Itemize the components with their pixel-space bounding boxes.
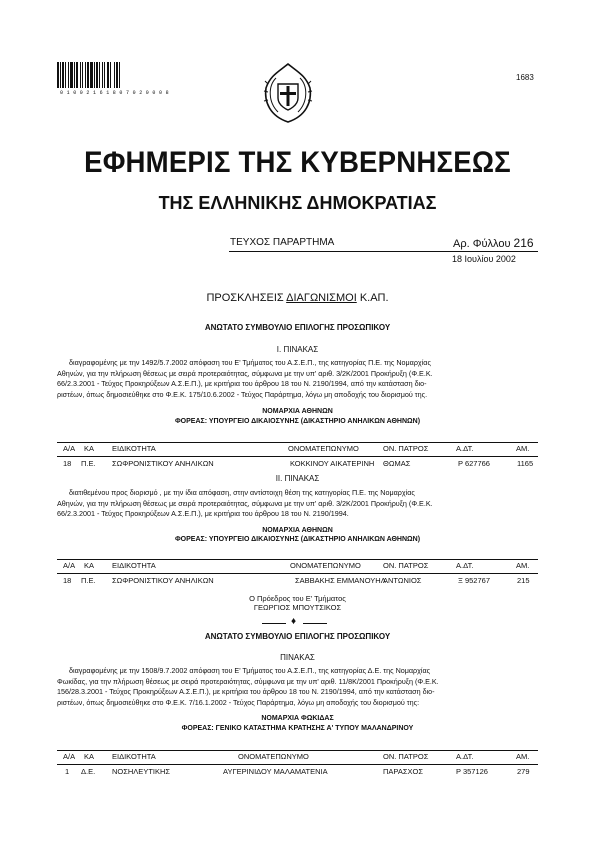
paragraph — [57, 358, 538, 400]
cell: ΑΝΤΩΝΙΟΣ — [383, 576, 422, 585]
col-header: ΟΝ. ΠΑΤΡΟΣ — [383, 444, 429, 453]
col-header: Α/Α — [63, 444, 76, 453]
col-header: ΚΑ — [84, 561, 95, 570]
col-header: ΚΑ — [84, 444, 95, 453]
table-rule — [57, 456, 538, 457]
cell: ΚΟΚΚΙΝΟΥ ΑΙΚΑΤΕΡΙΝΗ — [290, 459, 375, 468]
barcode — [57, 62, 147, 88]
cell: ΘΩΜΑΣ — [383, 459, 411, 468]
cell: 18 — [63, 459, 72, 468]
table-row — [57, 576, 538, 588]
issue-date: 18 Ιουλίου 2002 — [452, 254, 516, 264]
col-header: ΑΜ. — [516, 561, 530, 570]
col-header: Α/Α — [63, 561, 76, 570]
col-header: ΑΜ. — [516, 444, 530, 453]
section-title-part-b: ΔΙΑΓΩΝΙΣΜΟΙ — [286, 292, 357, 304]
col-header: Α/Α — [63, 752, 76, 761]
cell: Ρ 357126 — [456, 767, 488, 776]
table-heading: ΙΙ. ΠΙΝΑΚΑΣ — [275, 474, 320, 483]
cell: ΣΩΦΡΟΝΙΣΤΙΚΟΥ ΑΝΗΛΙΚΩΝ — [112, 576, 214, 585]
col-header: Α.ΔΤ. — [456, 444, 474, 453]
col-header: ΟΝΟΜΑΤΕΠΩΝΥΜΟ — [238, 752, 309, 761]
col-header: ΟΝ. ΠΑΤΡΟΣ — [383, 752, 429, 761]
col-header: ΕΙΔΙΚΟΤΗΤΑ — [112, 444, 156, 453]
paragraph-line: διαγραφομένης με την 1492/5.7.2002 απόφαση του Ε' Τμήματος του Α.Σ.Ε.Π., της κατηγορίας Π.Ε. της Νομαρχίας — [69, 358, 431, 367]
cell: 279 — [517, 767, 530, 776]
cell: ΑΥΓΕΡΙΝΙΔΟΥ ΜΑΛΑΜΑΤΕΝΙΑ — [223, 767, 328, 776]
page-number: 1683 — [516, 73, 534, 82]
barcode-bar — [120, 62, 122, 88]
col-header: ΕΙΔΙΚΟΤΗΤΑ — [112, 561, 156, 570]
col-header: ΟΝΟΜΑΤΕΠΩΝΥΜΟ — [290, 561, 361, 570]
ornament-line-left — [262, 623, 286, 624]
table-rule — [57, 750, 538, 751]
table-rule — [57, 573, 538, 574]
paragraph-line: Αθηνών, για την πλήρωση θέσεως με σειρά προτεραιότητας, σύμφωνα με την υπ' αριθ. 3/2Κ/2001 Προκήρυξη (Φ.Ε.Κ. — [57, 498, 433, 508]
section-title — [0, 292, 595, 304]
issue-line-divider — [229, 251, 538, 252]
paragraph-line: διατιθεμένου προς διορισμό , με την ίδια απόφαση, στην αντίστοιχη θέση της κατηγορίας Π.Ε. της Νομαρχίας — [69, 488, 415, 497]
table-heading: Ι. ΠΙΝΑΚΑΣ — [276, 345, 319, 354]
section-title-part-c: Κ.ΑΠ. — [356, 292, 389, 304]
cell: Ρ 627766 — [458, 459, 490, 468]
cell: ΣΩΦΡΟΝΙΣΤΙΚΟΥ ΑΝΗΛΙΚΩΝ — [112, 459, 214, 468]
table-caption: ΝΟΜΑΡΧΙΑ ΦΩΚΙΔΑΣ — [261, 715, 334, 722]
diamond-ornament-icon: ♦ — [291, 616, 297, 627]
cell: ΝΟΣΗΛΕΥΤΙΚΗΣ — [112, 767, 171, 776]
cell: Π.Ε. — [81, 459, 96, 468]
table-caption: ΝΟΜΑΡΧΙΑ ΑΘΗΝΩΝ — [262, 527, 333, 534]
paragraph-line: 66/2.3.2001 - Τεύχος Προκηρύξεων Α.Σ.Ε.Π.), με κριτήρια του άρθρου 18 του Ν. 2190/1994, από την κατάσταση διο- — [57, 379, 427, 389]
col-header: ΟΝ. ΠΑΤΡΟΣ — [383, 561, 429, 570]
col-header: ΕΙΔΙΚΟΤΗΤΑ — [112, 752, 156, 761]
issue-type: ΤΕΥΧΟΣ ΠΑΡΑΡΤΗΜΑ — [230, 237, 335, 248]
cell: ΠΑΡΑΣΧΟΣ — [383, 767, 423, 776]
signature-role: Ο Πρόεδρος του Ε' Τμήματος — [249, 594, 346, 603]
signature-name: ΓΕΩΡΓΙΟΣ ΜΠΟΥΤΣΙΚΟΣ — [253, 603, 342, 612]
ornament-line-right — [303, 623, 327, 624]
table-caption: ΦΟΡΕΑΣ: ΓΕΝΙΚΟ ΚΑΤΑΣΤΗΜΑ ΚΡΑΤΗΣΗΣ Α' ΤΥΠΟΥ ΜΑΛΑΝΔΡΙΝΟΥ — [181, 725, 414, 732]
paragraph — [57, 488, 538, 520]
table-header-row — [57, 444, 538, 456]
table-caption: ΝΟΜΑΡΧΙΑ ΑΘΗΝΩΝ — [262, 408, 333, 415]
table-caption: ΦΟΡΕΑΣ: ΥΠΟΥΡΓΕΙΟ ΔΙΚΑΙΟΣΥΝΗΣ (ΔΙΚΑΣΤΗΡΙΟ ΑΝΗΛΙΚΩΝ ΑΘΗΝΩΝ) — [174, 418, 421, 425]
cell: 18 — [63, 576, 72, 585]
paragraph — [57, 666, 538, 708]
cell: 1165 — [517, 459, 534, 468]
sheet-value: 216 — [513, 236, 534, 250]
table-row — [57, 767, 538, 779]
table-rule — [57, 442, 538, 443]
paragraph-line: Φωκίδας, για την πλήρωση θέσεως με σειρά προτεραιότητας, σύμφωνα με την υπ' αριθ. 11/8Κ/2001 Προκήρυξη (Φ.Ε.Κ. — [57, 676, 439, 686]
cell: Ξ 952767 — [458, 576, 490, 585]
table-heading: ΠΙΝΑΚΑΣ — [280, 653, 315, 662]
org-heading: ΑΝΩΤΑΤΟ ΣΥΜΒΟΥΛΙΟ ΕΠΙΛΟΓΗΣ ΠΡΟΣΩΠΙΚΟΥ — [204, 632, 391, 641]
paragraph-line: διαγραφομένης με την 1508/9.7.2002 απόφαση του Ε' Τμήματος του Α.Σ.Ε.Π., της κατηγορίας Δ.Ε. της Νομαρχίας — [69, 666, 431, 675]
cell: Δ.Ε. — [81, 767, 96, 776]
section-title-part-a: ΠΡΟΣΚΛΗΣΕΙΣ — [206, 292, 287, 304]
org-heading: ΑΝΩΤΑΤΟ ΣΥΜΒΟΥΛΙΟ ΕΠΙΛΟΓΗΣ ΠΡΟΣΩΠΙΚΟΥ — [204, 323, 391, 332]
col-header: ΟΝΟΜΑΤΕΠΩΝΥΜΟ — [288, 444, 359, 453]
table-rule — [57, 764, 538, 765]
cell: 215 — [517, 576, 530, 585]
coat-of-arms-emblem — [256, 58, 320, 128]
paragraph-line: 66/2.3.2001 - Τεύχος Προκηρύξεων Α.Σ.Ε.Π.), με κριτήρια του άρθρου 18 του Ν. 2190/1994. — [57, 509, 349, 519]
cell: 1 — [65, 767, 70, 776]
sheet-number — [453, 236, 534, 250]
paragraph-line: Αθηνών, για την πλήρωση θέσεως με σειρά προτεραιότητας, σύμφωνα με την υπ' αριθ. 3/2Κ/2001 Προκήρυξη (Φ.Ε.Κ. — [57, 368, 433, 378]
col-header: ΚΑ — [84, 752, 95, 761]
col-header: Α.ΔΤ. — [456, 752, 474, 761]
gazette-title: ΕΦΗΜΕΡΙΣ ΤΗΣ ΚΥΒΕΡΝΗΣΕΩΣ — [84, 146, 511, 179]
paragraph-line: 156/28.3.2001 - Τεύχος Προκηρύξεων Α.Σ.Ε.Π.), με κριτήρια του άρθρου 18 του Ν. 2190/1994, από την κατάσταση διο- — [57, 687, 435, 697]
table-caption: ΦΟΡΕΑΣ: ΥΠΟΥΡΓΕΙΟ ΔΙΚΑΙΟΣΥΝΗΣ (ΔΙΚΑΣΤΗΡΙΟ ΑΝΗΛΙΚΩΝ ΑΘΗΝΩΝ) — [174, 536, 421, 543]
cell: ΣΑΒΒΑΚΗΣ ΕΜΜΑΝΟΥΗΛ — [295, 576, 386, 585]
paragraph-line: ριστέων, όπως δημοσιεύθηκε στο Φ.Ε.Κ. 7/16.1.2002 - Τεύχος Παράρτημα, λόγω μη αποδοχής του διορισμού της: — [57, 697, 420, 707]
table-header-row — [57, 561, 538, 573]
table-header-row — [57, 752, 538, 764]
col-header: ΑΜ. — [516, 752, 530, 761]
paragraph-line: ριστέων, όπως δημοσιεύθηκε στο Φ.Ε.Κ. 175/10.6.2002 - Τεύχος Παράρτημα, λόγω μη αποδοχής του διορισμού της. — [57, 389, 428, 399]
col-header: Α.ΔΤ. — [456, 561, 474, 570]
sheet-label: Αρ. Φύλλου — [453, 238, 511, 250]
table-rule — [57, 559, 538, 560]
cell: Π.Ε. — [81, 576, 96, 585]
table-row — [57, 459, 538, 471]
barcode-number: 0 1 0 0 2 1 6 1 8 0 7 0 2 0 0 0 8 — [60, 90, 169, 96]
gazette-subtitle: ΤΗΣ ΕΛΛΗΝΙΚΗΣ ΔΗΜΟΚΡΑΤΙΑΣ — [158, 193, 437, 213]
